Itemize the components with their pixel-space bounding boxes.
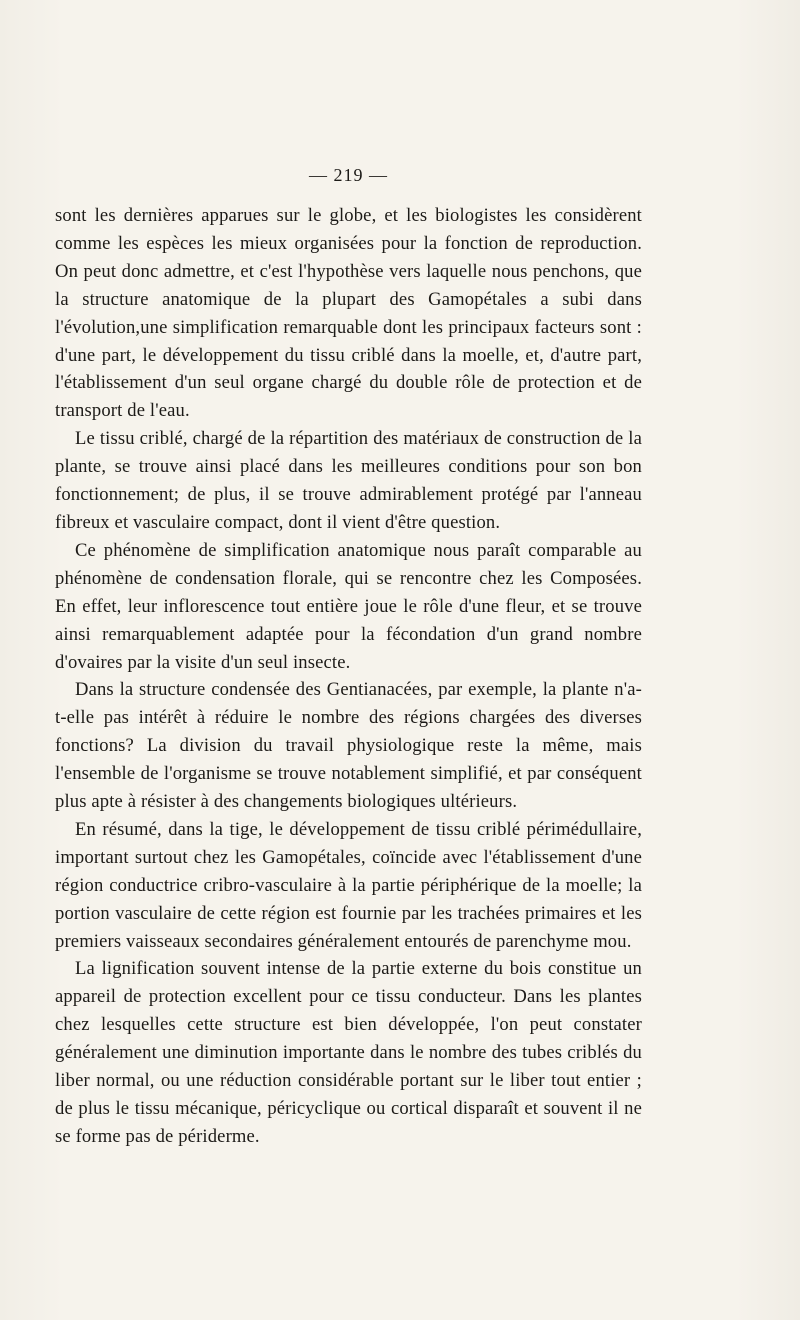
paragraph-3: Ce phénomène de simplification anatomique nous paraît comparable au phénomène de condensation florale, qui se rencontre chez les Composées. En effet, leur inflorescence tout entière joue le rôle d'une fleur, et se trouve ainsi remarquablement adaptée pour la fécondation d'un grand nombre d'ovaires par la visite d'un seul insecte. <box>55 539 642 673</box>
paragraph-6: La lignification souvent intense de la partie externe du bois constitue un appareil de protection excellent pour ce tissu conducteur. Dans les plantes chez lesquelles cette structure est bien développée, l'on peut constater généralement une diminution importante dans le nombre des tubes criblés du liber normal, ou une réduction considérable portant sur le liber tout entier ; de plus le tissu mécanique, péricyclique ou cortical disparaît et souvent il ne se forme pas de périderme. <box>55 958 642 1147</box>
paragraph-2: Le tissu criblé, chargé de la répartition des matériaux de construction de la plante, se trouve ainsi placé dans les meilleures conditions pour son bon fonctionnement; de plus, il se trouve admirablement protégé par l'anneau fibreux et vasculaire compact, dont il vient d'être question. <box>55 428 642 533</box>
paragraph-4: Dans la structure condensée des Gentianacées, par exemple, la plante n'a-t-elle pas intérêt à réduire le nombre des régions chargées des diverses fonctions? La division du travail physiologique reste la même, mais l'ensemble de l'organisme se trouve notablement simplifié, et par conséquent plus apte à résister à des changements biologiques ultérieurs. <box>55 679 642 813</box>
text-body <box>55 163 642 1151</box>
paragraph-5: En résumé, dans la tige, le développement de tissu criblé périmédullaire, important surtout chez les Gamopétales, coïncide avec l'établissement d'une région conductrice cribro-vasculaire à la partie périphérique de la moelle; la portion vasculaire de cette région est fournie par les trachées primaires et les premiers vaisseaux secondaires généralement entourés de parenchyme mou. <box>55 818 642 952</box>
paragraph-1: sont les dernières apparues sur le globe, et les biologistes les considèrent comme les espèces les mieux organisées pour la fonction de reproduction. On peut donc admettre, et c'est l'hypothèse vers laquelle nous penchons, que la structure anatomique de la plupart des Gamopétales a subi dans l'évolution,une simplification remarquable dont les principaux facteurs sont : d'une part, le développement du tissu criblé dans la moelle, et, d'autre part, l'établissement d'un seul organe chargé du double rôle de protection et de transport de l'eau. <box>55 205 642 422</box>
page-number: — 219 — <box>309 165 388 185</box>
